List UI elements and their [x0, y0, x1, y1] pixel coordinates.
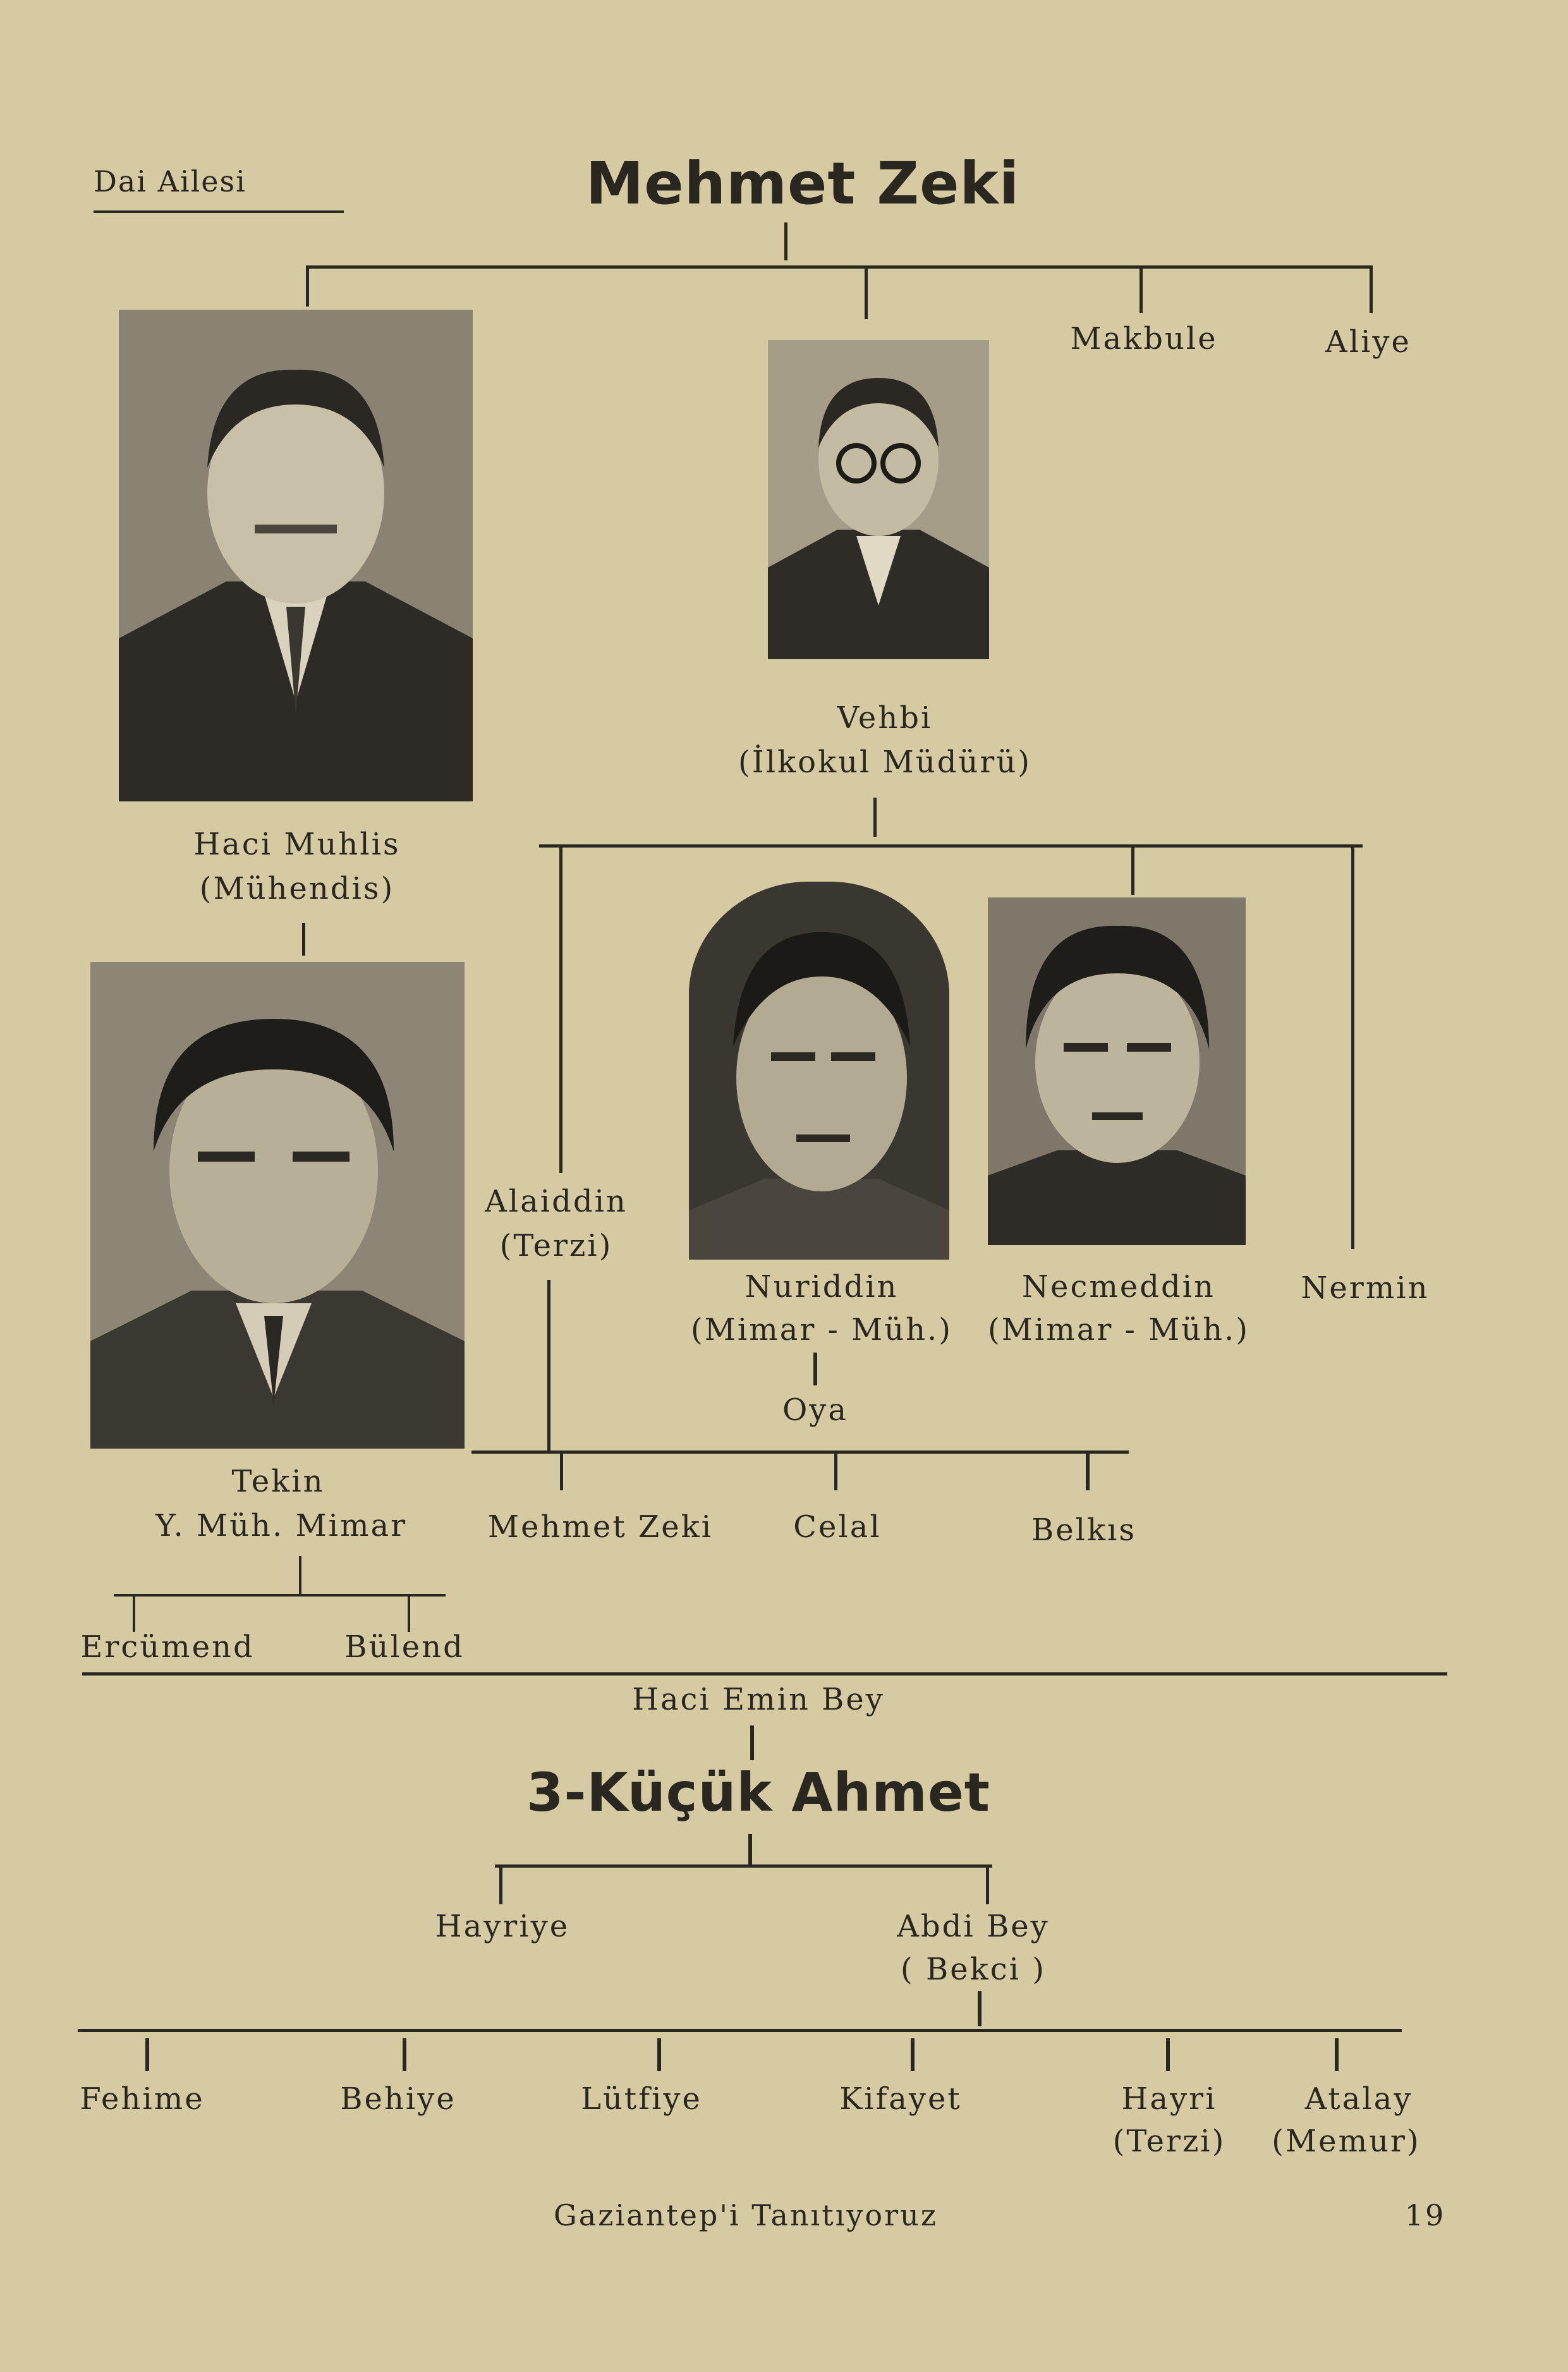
abdi-bey-name: Abdi Bey — [897, 1909, 1050, 1944]
connector — [813, 1353, 817, 1385]
connector — [834, 1454, 837, 1490]
ercumend-name: Ercümend — [80, 1629, 255, 1665]
connector — [408, 1594, 410, 1632]
atalay-title: (Memur) — [1272, 2124, 1421, 2159]
fehime-name: Fehime — [80, 2081, 205, 2117]
alaiddin-name: Alaiddin — [485, 1184, 628, 1219]
vehbi-name: Vehbi — [837, 700, 933, 736]
connector — [306, 265, 309, 307]
connector — [865, 265, 868, 319]
nermin-name: Nermin — [1301, 1270, 1430, 1306]
connector — [1131, 844, 1134, 895]
connector — [873, 798, 877, 837]
photo-haci-muhlis — [119, 310, 473, 801]
necmeddin-title: (Mimar - Müh.) — [988, 1312, 1249, 1347]
connector — [911, 2038, 915, 2071]
connector — [1370, 265, 1373, 313]
connector — [145, 2038, 149, 2071]
makbule-name: Makbule — [1070, 321, 1218, 356]
connector — [299, 1556, 301, 1594]
bulend-name: Bülend — [344, 1629, 465, 1665]
connector — [1140, 265, 1143, 313]
photo-necmeddin — [988, 897, 1246, 1245]
kucuk-ahmet-title: 3-Küçük Ahmet — [526, 1761, 990, 1823]
tekin-title: Y. Müh. Mimar — [155, 1508, 408, 1543]
abdi-bey-title: ( Bekci ) — [901, 1952, 1046, 1987]
alaiddin-title: (Terzi) — [499, 1228, 613, 1263]
connector — [1335, 2038, 1339, 2071]
connector — [114, 1594, 446, 1597]
connector — [471, 1451, 1129, 1454]
haci-emin-bey-name: Haci Emin Bey — [632, 1682, 885, 1717]
celal-name: Celal — [793, 1509, 882, 1545]
vehbi-title: (İlkokul Müdürü) — [738, 745, 1031, 780]
hayri-title: (Terzi) — [1112, 2124, 1226, 2159]
necmeddin-name: Necmeddin — [1022, 1269, 1215, 1305]
connector — [547, 1280, 550, 1451]
connector — [539, 844, 1363, 848]
connector — [1166, 2038, 1170, 2071]
behiye-name: Behiye — [340, 2081, 456, 2117]
connector — [748, 1834, 752, 1866]
connector — [1086, 1454, 1090, 1490]
photo-nuriddin — [689, 882, 949, 1260]
connector — [560, 1454, 563, 1490]
page-number: 19 — [1404, 2198, 1446, 2232]
connector — [302, 923, 305, 956]
tekin-name: Tekin — [231, 1464, 325, 1499]
kifayet-name: Kifayet — [839, 2081, 962, 2117]
haci-muhlis-title: (Mühendis) — [199, 871, 395, 906]
connector — [133, 1594, 135, 1632]
nuriddin-name: Nuriddin — [744, 1269, 899, 1305]
haci-muhlis-name: Haci Muhlis — [193, 827, 401, 862]
connector — [978, 1991, 982, 2026]
connector — [403, 2038, 406, 2071]
aliye-name: Aliye — [1325, 324, 1411, 360]
hayriye-name: Hayriye — [435, 1909, 570, 1944]
belkis-name: Belkıs — [1031, 1512, 1137, 1548]
mehmet-zeki-child-name: Mehmet Zeki — [487, 1509, 714, 1545]
family-head-title: Mehmet Zeki — [585, 150, 1020, 217]
photo-tekin — [90, 962, 465, 1449]
photo-vehbi — [768, 340, 989, 659]
oya-name: Oya — [782, 1392, 849, 1428]
connector — [657, 2038, 661, 2071]
connector — [1351, 844, 1354, 1249]
section-divider — [82, 1672, 1447, 1676]
nuriddin-title: (Mimar - Müh.) — [691, 1312, 952, 1347]
connector — [559, 844, 562, 1173]
lutfiye-name: Lütfiye — [581, 2081, 702, 2117]
connector — [306, 265, 1373, 269]
section-label: Dai Ailesi — [94, 164, 246, 198]
connector — [495, 1864, 992, 1868]
section-label-underline — [94, 210, 344, 213]
connector — [78, 2029, 1402, 2032]
hayri-name: Hayri — [1121, 2081, 1217, 2117]
publication-title: Gaziantep'i Tanıtıyoruz — [554, 2198, 938, 2232]
connector — [750, 1725, 754, 1760]
atalay-name: Atalay — [1304, 2081, 1413, 2117]
connector — [499, 1868, 502, 1904]
connector — [784, 222, 787, 260]
connector — [986, 1868, 989, 1904]
